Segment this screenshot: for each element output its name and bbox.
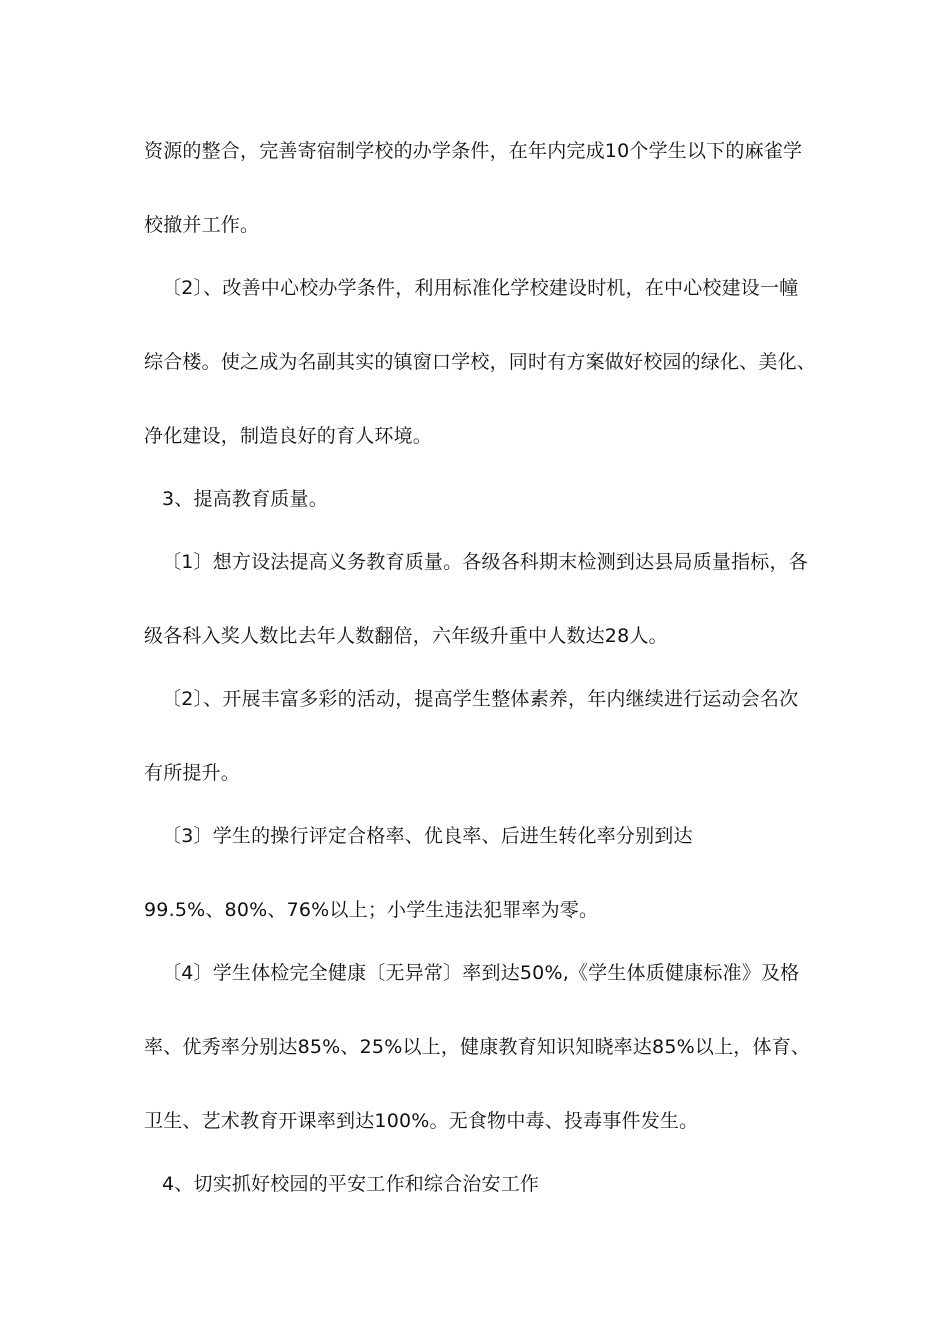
text-line: 99.5%、80%、76%以上；小学生违法犯罪率为零。 xyxy=(144,899,599,921)
text-line: 级各科入奖人数比去年人数翻倍，六年级升重中人数达28人。 xyxy=(144,625,668,647)
text-line: 校撤并工作。 xyxy=(144,214,260,236)
text-line: 资源的整合，完善寄宿制学校的办学条件，在年内完成10个学生以下的麻雀学 xyxy=(144,140,803,162)
text-line: 〔3〕学生的操行评定合格率、优良率、后进生转化率分别到达 xyxy=(162,825,693,847)
text-line: 率、优秀率分别达85%、25%以上，健康教育知识知晓率达85%以上，体育、 xyxy=(144,1036,811,1058)
section-heading: 3、提高教育质量。 xyxy=(162,488,328,510)
text-line: 净化建设，制造良好的育人环境。 xyxy=(144,425,433,447)
text-line: 有所提升。 xyxy=(144,762,241,784)
text-line: 〔2〕、开展丰富多彩的活动，提高学生整体素养，年内继续进行运动会名次 xyxy=(162,688,799,710)
text-line: 卫生、艺术教育开课率到达100%。无食物中毒、投毒事件发生。 xyxy=(144,1110,699,1132)
section-heading: 4、切实抓好校园的平安工作和综合治安工作 xyxy=(162,1173,540,1195)
text-line: 〔1〕想方设法提高义务教育质量。各级各科期末检测到达县局质量指标，各 xyxy=(162,551,808,573)
text-line: 综合楼。使之成为名副其实的镇窗口学校，同时有方案做好校园的绿化、美化、 xyxy=(144,351,817,373)
text-line: 〔2〕、改善中心校办学条件，利用标准化学校建设时机，在中心校建设一幢 xyxy=(162,277,799,299)
text-line: 〔4〕学生体检完全健康〔无异常〕率到达50%,《学生体质健康标准》及格 xyxy=(162,962,800,984)
